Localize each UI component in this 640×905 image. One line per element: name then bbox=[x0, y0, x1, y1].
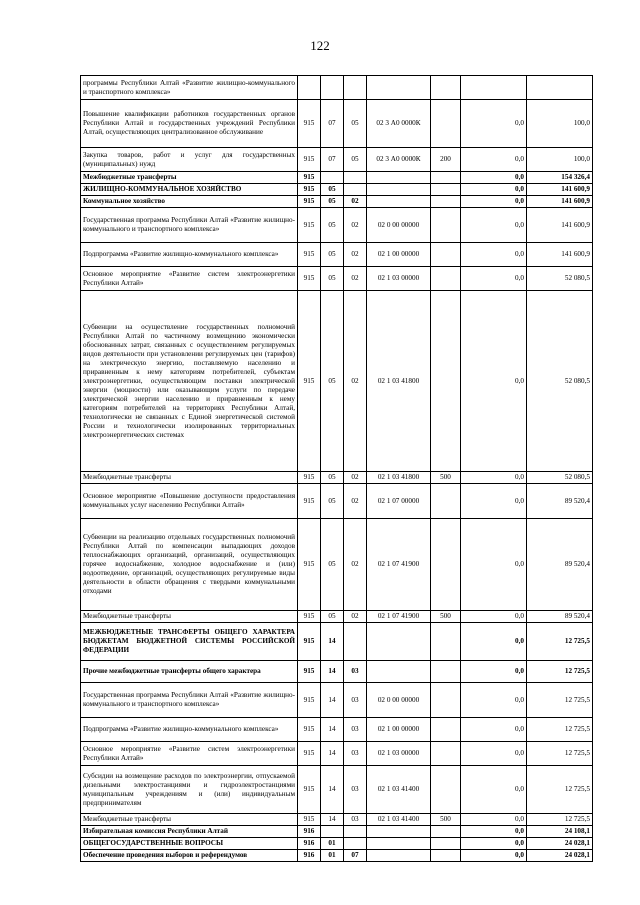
amount-total-cell: 12 725,5 bbox=[527, 742, 593, 766]
expense-type-cell: 500 bbox=[431, 611, 461, 623]
ministry-code-cell: 915 bbox=[298, 519, 321, 611]
subsection-cell: 03 bbox=[344, 718, 367, 742]
amount-change-cell: 0,0 bbox=[461, 148, 527, 172]
subsection-cell: 02 bbox=[344, 484, 367, 519]
table-row bbox=[81, 683, 593, 718]
table-row bbox=[81, 623, 593, 661]
ministry-code-cell: 916 bbox=[298, 838, 321, 850]
amount-total-cell: 89 520,4 bbox=[527, 519, 593, 611]
row-name-cell: Субсидии на возмещение расходов по электроэнергии, отпускаемой дизельными электростанциями и гидроэлектростанциями муниципальным учреждениям и (или) индивидуальным предпринимателям bbox=[81, 766, 298, 814]
subsection-cell: 03 bbox=[344, 766, 367, 814]
ministry-code-cell: 915 bbox=[298, 814, 321, 826]
subsection-cell: 02 bbox=[344, 208, 367, 243]
amount-total-cell: 24 028,1 bbox=[527, 838, 593, 850]
ministry-code-cell: 915 bbox=[298, 172, 321, 184]
amount-change-cell: 0,0 bbox=[461, 661, 527, 683]
subsection-cell: 02 bbox=[344, 291, 367, 472]
amount-change-cell: 0,0 bbox=[461, 742, 527, 766]
expense-type-cell bbox=[431, 661, 461, 683]
ministry-code-cell: 915 bbox=[298, 184, 321, 196]
row-name-cell: Государственная программа Республики Алтай «Развитие жилищно-коммунального и транспортного комплекса» bbox=[81, 683, 298, 718]
expense-type-cell bbox=[431, 196, 461, 208]
row-name-cell: Прочие межбюджетные трансферты общего характера bbox=[81, 661, 298, 683]
expense-type-cell: 200 bbox=[431, 148, 461, 172]
section-cell: 14 bbox=[321, 742, 344, 766]
section-cell bbox=[321, 172, 344, 184]
ministry-code-cell: 915 bbox=[298, 148, 321, 172]
expense-type-cell bbox=[431, 172, 461, 184]
expense-type-cell bbox=[431, 267, 461, 291]
target-article-cell: 02 1 07 41900 bbox=[367, 611, 431, 623]
section-cell: 05 bbox=[321, 267, 344, 291]
amount-total-cell: 141 600,9 bbox=[527, 196, 593, 208]
target-article-cell bbox=[367, 623, 431, 661]
section-cell: 14 bbox=[321, 718, 344, 742]
table-row bbox=[81, 208, 593, 243]
row-name-cell: Межбюджетные трансферты bbox=[81, 814, 298, 826]
amount-change-cell: 0,0 bbox=[461, 291, 527, 472]
subsection-cell bbox=[344, 76, 367, 100]
ministry-code-cell: 915 bbox=[298, 291, 321, 472]
target-article-cell: 02 1 07 00000 bbox=[367, 484, 431, 519]
expense-type-cell bbox=[431, 742, 461, 766]
expense-type-cell bbox=[431, 850, 461, 862]
amount-change-cell: 0,0 bbox=[461, 472, 527, 484]
section-cell: 01 bbox=[321, 838, 344, 850]
target-article-cell bbox=[367, 184, 431, 196]
target-article-cell: 02 3 А0 0000К bbox=[367, 148, 431, 172]
target-article-cell: 02 1 03 41400 bbox=[367, 814, 431, 826]
target-article-cell bbox=[367, 76, 431, 100]
expense-type-cell bbox=[431, 208, 461, 243]
table-row bbox=[81, 472, 593, 484]
section-cell: 01 bbox=[321, 850, 344, 862]
section-cell bbox=[321, 826, 344, 838]
subsection-cell: 07 bbox=[344, 850, 367, 862]
table-row bbox=[81, 661, 593, 683]
table-row bbox=[81, 850, 593, 862]
section-cell: 05 bbox=[321, 484, 344, 519]
amount-change-cell: 0,0 bbox=[461, 718, 527, 742]
amount-total-cell: 154 326,4 bbox=[527, 172, 593, 184]
subsection-cell: 02 bbox=[344, 243, 367, 267]
row-name-cell: Основное мероприятие «Развитие систем электроэнергетики Республики Алтай» bbox=[81, 742, 298, 766]
expense-type-cell bbox=[431, 718, 461, 742]
expense-type-cell bbox=[431, 100, 461, 148]
amount-change-cell: 0,0 bbox=[461, 814, 527, 826]
section-cell: 14 bbox=[321, 661, 344, 683]
amount-total-cell: 24 028,1 bbox=[527, 850, 593, 862]
subsection-cell: 02 bbox=[344, 196, 367, 208]
ministry-code-cell: 915 bbox=[298, 683, 321, 718]
amount-total-cell: 52 080,5 bbox=[527, 291, 593, 472]
section-cell: 05 bbox=[321, 208, 344, 243]
table-row bbox=[81, 100, 593, 148]
amount-total-cell: 12 725,5 bbox=[527, 661, 593, 683]
target-article-cell: 02 0 00 00000 bbox=[367, 683, 431, 718]
row-name-cell: Подпрограмма «Развитие жилищно-коммунального комплекса» bbox=[81, 718, 298, 742]
target-article-cell: 02 1 03 41800 bbox=[367, 472, 431, 484]
table-row bbox=[81, 76, 593, 100]
expense-type-cell bbox=[431, 766, 461, 814]
ministry-code-cell: 915 bbox=[298, 661, 321, 683]
target-article-cell: 02 1 03 00000 bbox=[367, 267, 431, 291]
row-name-cell: Избирательная комиссия Республики Алтай bbox=[81, 826, 298, 838]
amount-change-cell: 0,0 bbox=[461, 484, 527, 519]
table-row bbox=[81, 243, 593, 267]
ministry-code-cell: 915 bbox=[298, 611, 321, 623]
subsection-cell bbox=[344, 838, 367, 850]
amount-total-cell: 89 520,4 bbox=[527, 611, 593, 623]
subsection-cell: 03 bbox=[344, 661, 367, 683]
section-cell: 05 bbox=[321, 611, 344, 623]
target-article-cell bbox=[367, 826, 431, 838]
ministry-code-cell: 916 bbox=[298, 850, 321, 862]
section-cell: 14 bbox=[321, 683, 344, 718]
ministry-code-cell: 915 bbox=[298, 718, 321, 742]
amount-total-cell: 12 725,5 bbox=[527, 814, 593, 826]
table-row bbox=[81, 172, 593, 184]
table-row bbox=[81, 196, 593, 208]
subsection-cell: 02 bbox=[344, 611, 367, 623]
target-article-cell bbox=[367, 196, 431, 208]
ministry-code-cell: 915 bbox=[298, 742, 321, 766]
amount-change-cell: 0,0 bbox=[461, 766, 527, 814]
expense-type-cell: 500 bbox=[431, 814, 461, 826]
subsection-cell bbox=[344, 826, 367, 838]
amount-total-cell: 100,0 bbox=[527, 148, 593, 172]
section-cell: 05 bbox=[321, 196, 344, 208]
ministry-code-cell: 915 bbox=[298, 472, 321, 484]
ministry-code-cell: 915 bbox=[298, 196, 321, 208]
table-row bbox=[81, 838, 593, 850]
table-body bbox=[81, 76, 593, 862]
ministry-code-cell: 915 bbox=[298, 766, 321, 814]
subsection-cell: 05 bbox=[344, 100, 367, 148]
ministry-code-cell: 915 bbox=[298, 623, 321, 661]
target-article-cell: 02 0 00 00000 bbox=[367, 208, 431, 243]
amount-change-cell: 0,0 bbox=[461, 172, 527, 184]
expense-type-cell bbox=[431, 683, 461, 718]
section-cell: 05 bbox=[321, 519, 344, 611]
subsection-cell bbox=[344, 172, 367, 184]
expense-type-cell bbox=[431, 243, 461, 267]
target-article-cell: 02 1 03 00000 bbox=[367, 742, 431, 766]
amount-change-cell: 0,0 bbox=[461, 850, 527, 862]
row-name-cell: Обеспечение проведения выборов и референдумов bbox=[81, 850, 298, 862]
table-row bbox=[81, 611, 593, 623]
row-name-cell: Субвенции на реализацию отдельных государственных полномочий Республики Алтай по компенсации выпадающих доходов теплоснабжающих организаций, организаций, осуществляющих горячее водоснабжение, холодное водоснабжение и (или) водоотведение, организаций, осуществляющих регулируемые виды деятельности в области обращения с твердыми коммунальными отходами bbox=[81, 519, 298, 611]
section-cell: 05 bbox=[321, 472, 344, 484]
amount-change-cell: 0,0 bbox=[461, 519, 527, 611]
target-article-cell bbox=[367, 850, 431, 862]
target-article-cell: 02 1 07 41900 bbox=[367, 519, 431, 611]
section-cell: 14 bbox=[321, 814, 344, 826]
table-row bbox=[81, 814, 593, 826]
target-article-cell bbox=[367, 661, 431, 683]
ministry-code-cell: 916 bbox=[298, 826, 321, 838]
amount-total-cell: 141 600,9 bbox=[527, 208, 593, 243]
subsection-cell: 02 bbox=[344, 267, 367, 291]
amount-total-cell: 12 725,5 bbox=[527, 683, 593, 718]
section-cell: 07 bbox=[321, 148, 344, 172]
expense-type-cell bbox=[431, 291, 461, 472]
amount-change-cell: 0,0 bbox=[461, 196, 527, 208]
expense-type-cell bbox=[431, 623, 461, 661]
row-name-cell: Межбюджетные трансферты bbox=[81, 472, 298, 484]
subsection-cell: 05 bbox=[344, 148, 367, 172]
row-name-cell: Подпрограмма «Развитие жилищно-коммунального комплекса» bbox=[81, 243, 298, 267]
table-row bbox=[81, 291, 593, 472]
amount-total-cell: 89 520,4 bbox=[527, 484, 593, 519]
amount-total-cell: 12 725,5 bbox=[527, 718, 593, 742]
amount-total-cell: 52 080,5 bbox=[527, 267, 593, 291]
expense-type-cell bbox=[431, 838, 461, 850]
ministry-code-cell bbox=[298, 76, 321, 100]
table-row bbox=[81, 826, 593, 838]
amount-change-cell bbox=[461, 76, 527, 100]
table-row bbox=[81, 148, 593, 172]
row-name-cell: Государственная программа Республики Алтай «Развитие жилищно-коммунального и транспортного комплекса» bbox=[81, 208, 298, 243]
subsection-cell: 03 bbox=[344, 742, 367, 766]
amount-change-cell: 0,0 bbox=[461, 184, 527, 196]
expense-type-cell bbox=[431, 184, 461, 196]
target-article-cell: 02 1 03 41800 bbox=[367, 291, 431, 472]
table-row bbox=[81, 484, 593, 519]
table-row bbox=[81, 267, 593, 291]
subsection-cell: 03 bbox=[344, 814, 367, 826]
expense-type-cell bbox=[431, 484, 461, 519]
amount-change-cell: 0,0 bbox=[461, 683, 527, 718]
section-cell: 05 bbox=[321, 184, 344, 196]
row-name-cell: программы Республики Алтай «Развитие жилищно-коммунального и транспортного комплекса» bbox=[81, 76, 298, 100]
amount-total-cell: 52 080,5 bbox=[527, 472, 593, 484]
row-name-cell: Закупка товаров, работ и услуг для государственных (муниципальных) нужд bbox=[81, 148, 298, 172]
amount-change-cell: 0,0 bbox=[461, 100, 527, 148]
target-article-cell: 02 1 00 00000 bbox=[367, 718, 431, 742]
amount-change-cell: 0,0 bbox=[461, 208, 527, 243]
subsection-cell: 02 bbox=[344, 472, 367, 484]
target-article-cell: 02 3 А0 0000К bbox=[367, 100, 431, 148]
row-name-cell: МЕЖБЮДЖЕТНЫЕ ТРАНСФЕРТЫ ОБЩЕГО ХАРАКТЕРА БЮДЖЕТАМ БЮДЖЕТНОЙ СИСТЕМЫ РОССИЙСКОЙ ФЕДЕРАЦИИ bbox=[81, 623, 298, 661]
ministry-code-cell: 915 bbox=[298, 243, 321, 267]
section-cell: 05 bbox=[321, 243, 344, 267]
section-cell: 14 bbox=[321, 623, 344, 661]
amount-change-cell: 0,0 bbox=[461, 267, 527, 291]
row-name-cell: Межбюджетные трансферты bbox=[81, 611, 298, 623]
target-article-cell: 02 1 03 41400 bbox=[367, 766, 431, 814]
subsection-cell bbox=[344, 623, 367, 661]
amount-total-cell: 12 725,5 bbox=[527, 623, 593, 661]
amount-total-cell: 141 600,9 bbox=[527, 243, 593, 267]
row-name-cell: Повышение квалификации работников государственных органов Республики Алтай и государственных учреждений Республики Алтай, осуществляющих централизованное обслуживание bbox=[81, 100, 298, 148]
target-article-cell bbox=[367, 172, 431, 184]
amount-change-cell: 0,0 bbox=[461, 826, 527, 838]
amount-change-cell: 0,0 bbox=[461, 243, 527, 267]
expense-type-cell bbox=[431, 519, 461, 611]
section-cell bbox=[321, 76, 344, 100]
section-cell: 14 bbox=[321, 766, 344, 814]
table-row bbox=[81, 718, 593, 742]
expense-type-cell bbox=[431, 76, 461, 100]
subsection-cell: 02 bbox=[344, 519, 367, 611]
table-row bbox=[81, 184, 593, 196]
budget-table bbox=[80, 75, 593, 862]
row-name-cell: Коммунальное хозяйство bbox=[81, 196, 298, 208]
table-row bbox=[81, 766, 593, 814]
ministry-code-cell: 915 bbox=[298, 267, 321, 291]
row-name-cell: Основное мероприятие «Повышение доступности предоставления коммунальных услуг населению Республики Алтай» bbox=[81, 484, 298, 519]
target-article-cell bbox=[367, 838, 431, 850]
amount-total-cell bbox=[527, 76, 593, 100]
amount-total-cell: 12 725,5 bbox=[527, 766, 593, 814]
ministry-code-cell: 915 bbox=[298, 484, 321, 519]
row-name-cell: Основное мероприятие «Развитие систем электроэнергетики Республики Алтай» bbox=[81, 267, 298, 291]
table-row bbox=[81, 742, 593, 766]
row-name-cell: ЖИЛИЩНО-КОММУНАЛЬНОЕ ХОЗЯЙСТВО bbox=[81, 184, 298, 196]
amount-change-cell: 0,0 bbox=[461, 838, 527, 850]
amount-total-cell: 141 600,9 bbox=[527, 184, 593, 196]
row-name-cell: ОБЩЕГОСУДАРСТВЕННЫЕ ВОПРОСЫ bbox=[81, 838, 298, 850]
ministry-code-cell: 915 bbox=[298, 208, 321, 243]
section-cell: 05 bbox=[321, 291, 344, 472]
row-name-cell: Межбюджетные трансферты bbox=[81, 172, 298, 184]
expense-type-cell: 500 bbox=[431, 472, 461, 484]
expense-type-cell bbox=[431, 826, 461, 838]
amount-total-cell: 24 108,1 bbox=[527, 826, 593, 838]
subsection-cell: 03 bbox=[344, 683, 367, 718]
ministry-code-cell: 915 bbox=[298, 100, 321, 148]
amount-change-cell: 0,0 bbox=[461, 623, 527, 661]
page-number: 122 bbox=[310, 38, 330, 53]
row-name-cell: Субвенции на осуществление государственных полномочий Республики Алтай по частичному возмещению экономически обоснованных затрат, связанных с осуществлением регулируемых видов деятельности при установлении регулируемых цен (тарифов) на электрическую энергию, поставляемую населению и приравненным к нему категориям потребителей, субъектам электроэнергетики, осуществляющим поставки электрической энергии (мощности) или оказывающим услуги по передаче электрической энергии населению и приравненным к нему категориям потребителей на территориях Республики Алтай, технологически не связанных с Единой энергетической системой России и технологически изолированных территориальных электроэнергетических системах bbox=[81, 291, 298, 472]
target-article-cell: 02 1 00 00000 bbox=[367, 243, 431, 267]
section-cell: 07 bbox=[321, 100, 344, 148]
amount-total-cell: 100,0 bbox=[527, 100, 593, 148]
table-row bbox=[81, 519, 593, 611]
amount-change-cell: 0,0 bbox=[461, 611, 527, 623]
subsection-cell bbox=[344, 184, 367, 196]
